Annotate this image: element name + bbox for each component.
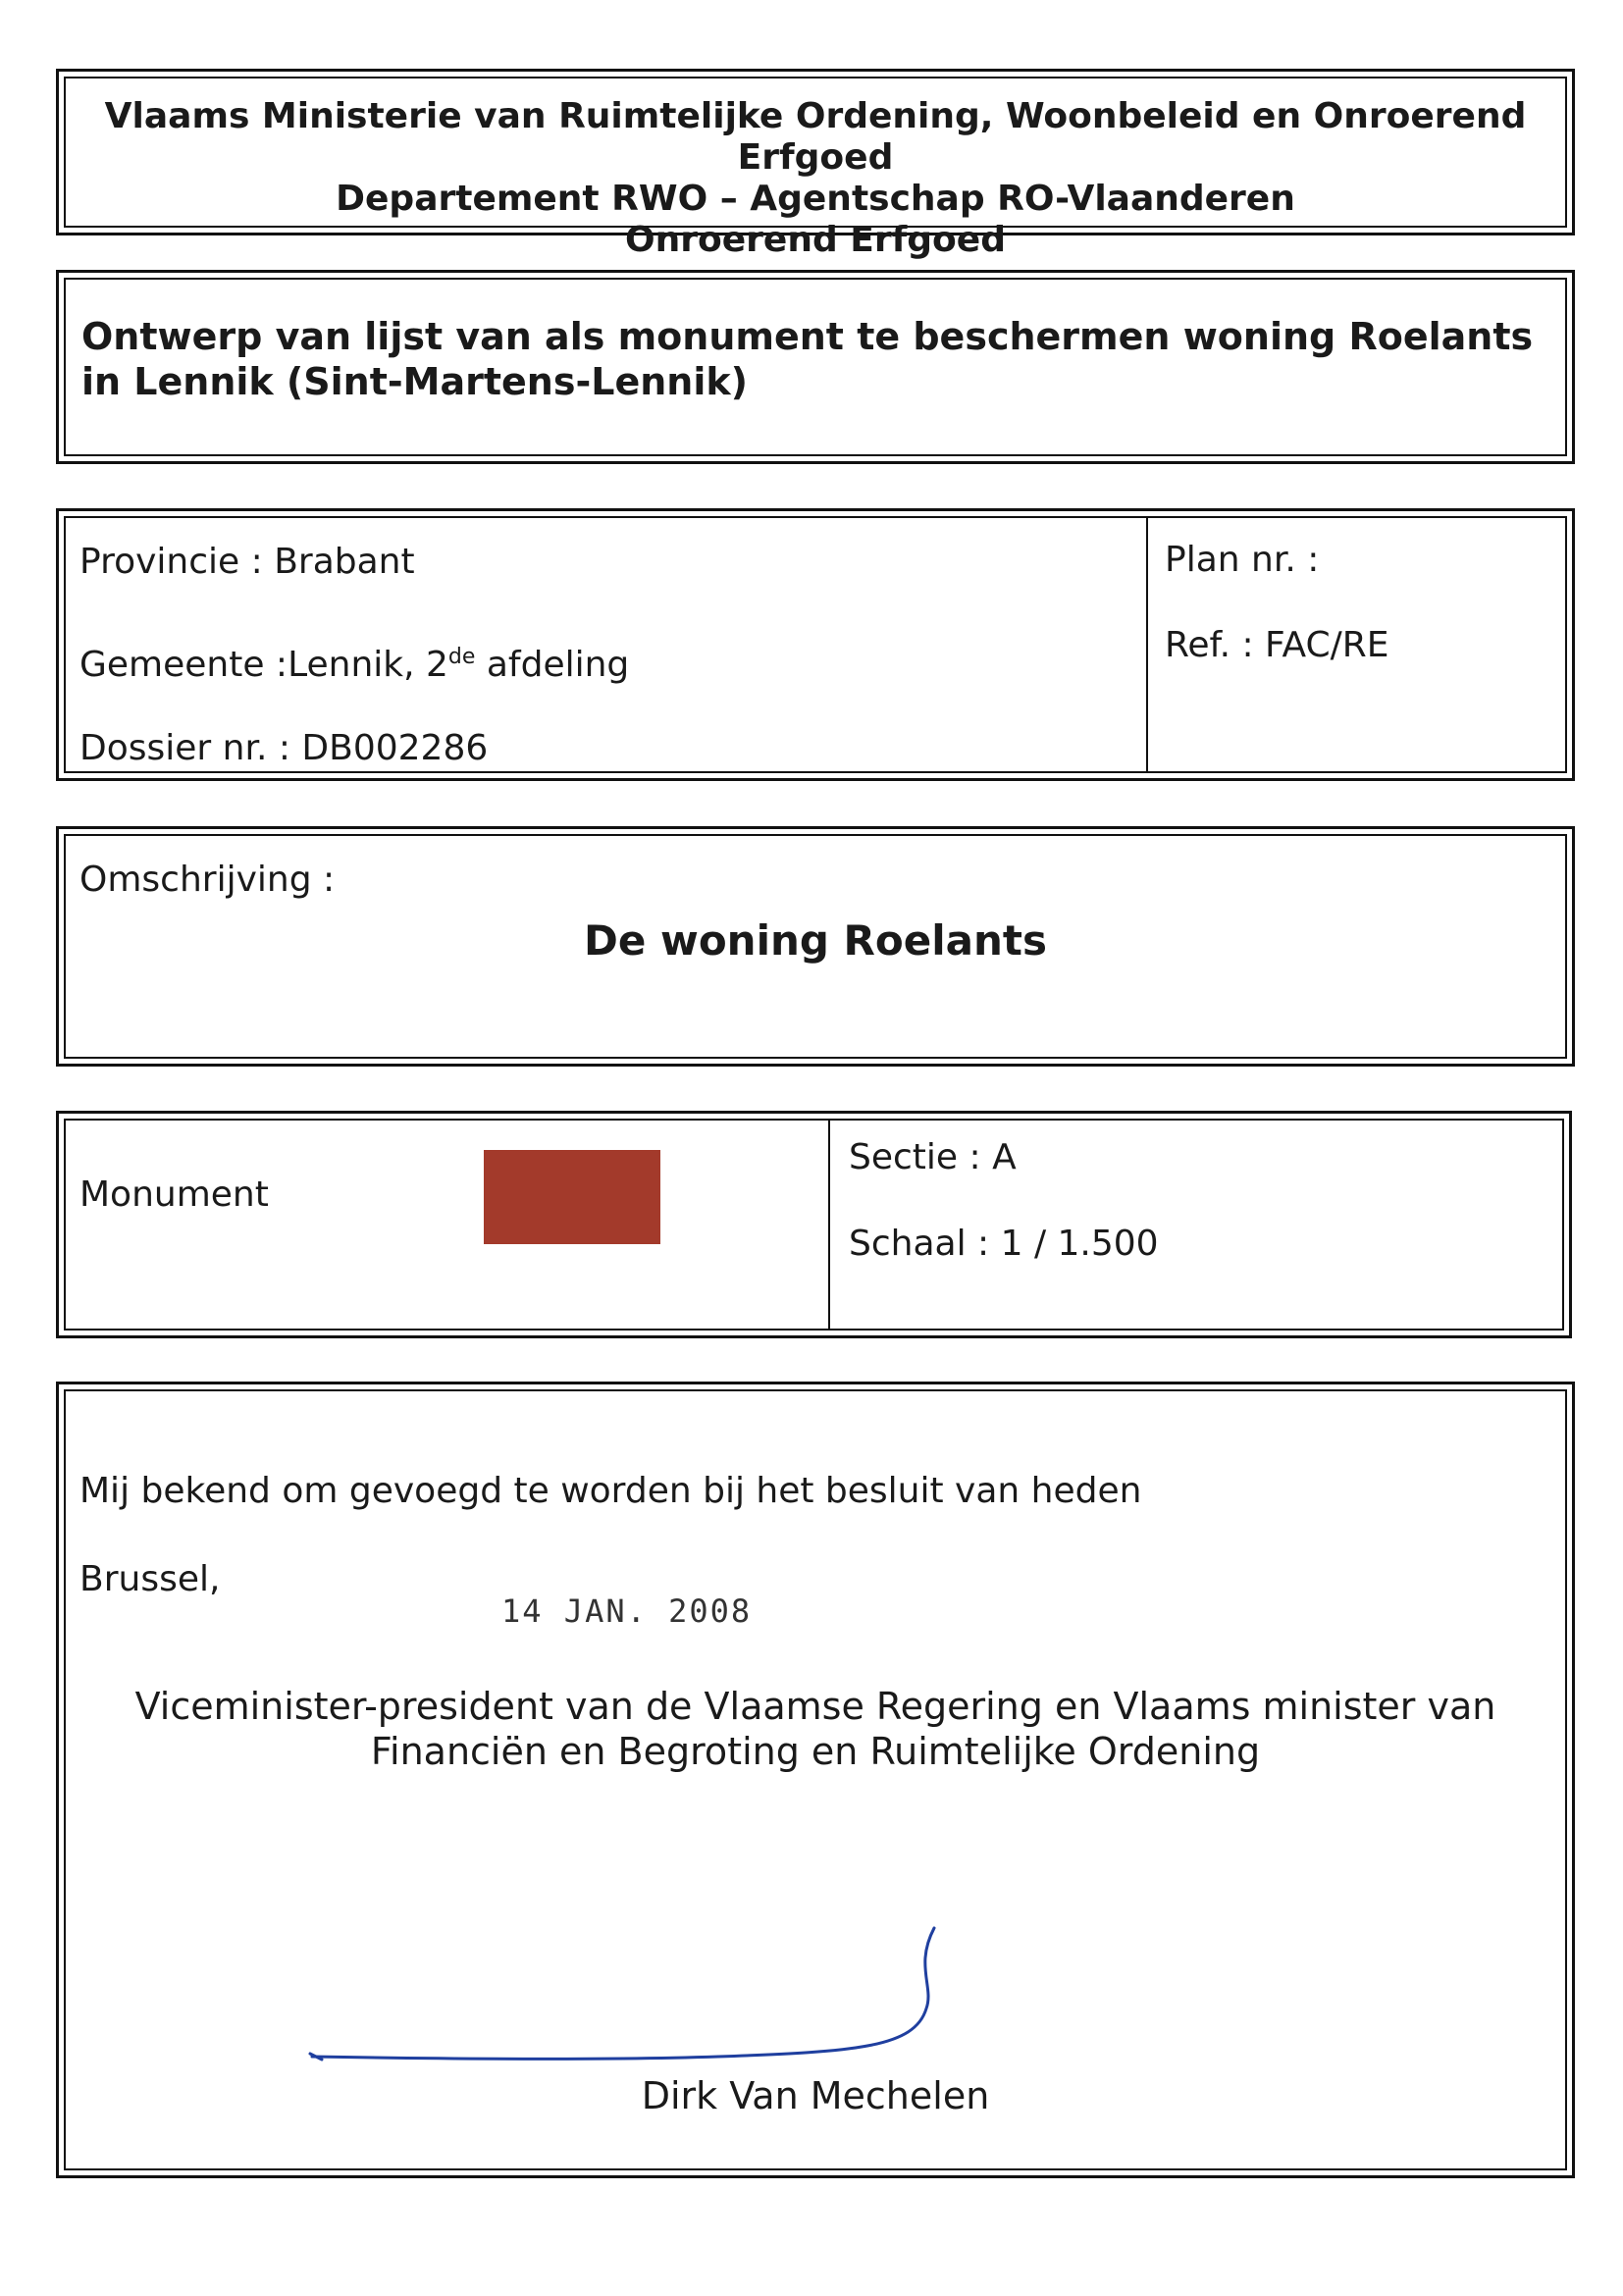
ministry-header bbox=[66, 78, 1565, 261]
sectie-field: Sectie : A bbox=[849, 1137, 1017, 1177]
monument-label: Monument bbox=[79, 1174, 269, 1215]
document-title-box bbox=[56, 270, 1575, 464]
header-line-3: Onroerend Erfgoed bbox=[625, 220, 1006, 260]
schaal-field: Schaal : 1 / 1.500 bbox=[849, 1224, 1159, 1264]
header-line-2: Departement RWO – Agentschap RO-Vlaanderen bbox=[336, 179, 1295, 219]
document-title: Ontwerp van lijst van als monument te beschermen woning Roelants in Lennik (Sint-Martens-Lennik) bbox=[81, 315, 1534, 403]
handwritten-signature bbox=[306, 1926, 993, 2083]
gemeente-superscript: de bbox=[447, 645, 476, 669]
role-line-2: Financiën en Begroting en Ruimtelijke Ordening bbox=[370, 1730, 1261, 1773]
description-box bbox=[56, 826, 1575, 1067]
ministry-header-box bbox=[56, 69, 1575, 260]
dossier-info-box bbox=[56, 508, 1575, 781]
plan-number-field: Plan nr. : bbox=[1165, 540, 1320, 580]
gemeente-text: Gemeente :Lennik, 2 bbox=[79, 645, 448, 685]
provincie-field: Provincie : Brabant bbox=[79, 542, 415, 582]
statement-text: Mij bekend om gevoegd te worden bij het besluit van heden bbox=[79, 1471, 1142, 1511]
info-divider bbox=[1146, 518, 1148, 771]
signature-box bbox=[56, 1382, 1575, 2178]
dossier-number-field: Dossier nr. : DB002286 bbox=[79, 728, 489, 768]
gemeente-field bbox=[79, 638, 629, 685]
role-line-1: Viceminister-president van de Vlaamse Regering en Vlaams minister van bbox=[134, 1685, 1496, 1728]
header-line-1: Vlaams Ministerie van Ruimtelijke Ordening, Woonbeleid en Onroerend Erfgoed bbox=[104, 96, 1527, 178]
legend-box bbox=[56, 1111, 1572, 1338]
date-stamp: 14 JAN. 2008 bbox=[501, 1592, 753, 1630]
signatory-name: Dirk Van Mechelen bbox=[641, 2074, 990, 2117]
signatory-role bbox=[66, 1684, 1565, 1774]
place-text: Brussel, bbox=[79, 1559, 221, 1599]
reference-field: Ref. : FAC/RE bbox=[1165, 625, 1389, 665]
legend-divider bbox=[828, 1121, 830, 1329]
gemeente-suffix: afdeling bbox=[475, 645, 630, 685]
monument-color-swatch bbox=[484, 1150, 660, 1244]
description-value: De woning Roelants bbox=[584, 916, 1047, 965]
description-label: Omschrijving : bbox=[79, 860, 336, 900]
